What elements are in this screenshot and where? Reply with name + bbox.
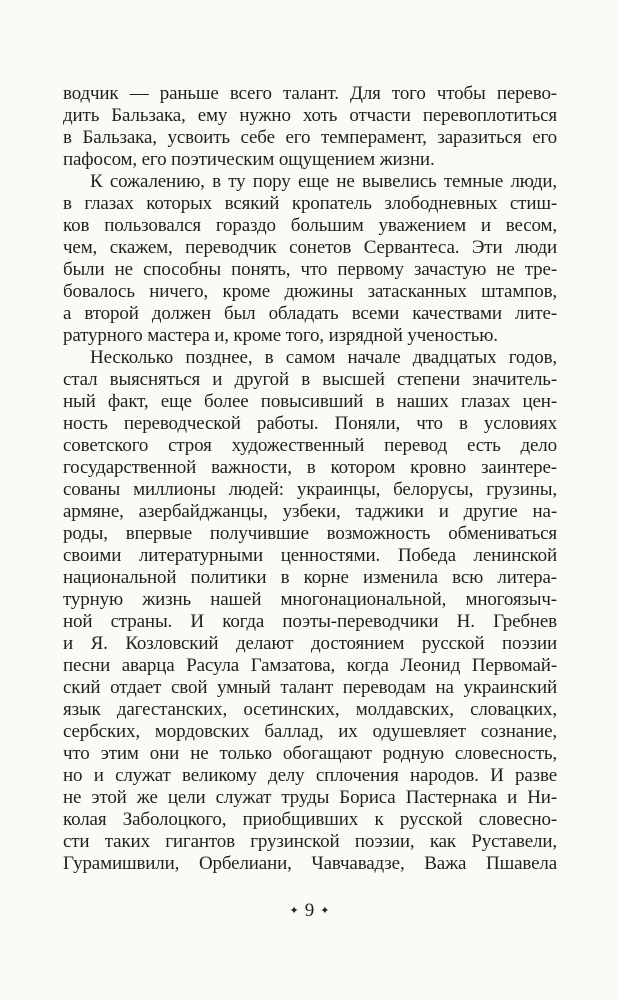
text-line: сти таких гигантов грузинской поэзии, как Руставели, — [63, 831, 557, 852]
text-line: К сожалению, в ту пору еще не вывелись темные люди, — [90, 171, 557, 192]
text-line: и Я. Козловский делают достоянием русской поэзии — [63, 633, 557, 654]
text-line: стал выясняться и другой в высшей степени значитель- — [63, 369, 557, 390]
text-line: песни аварца Расула Гамзатова, когда Леонид Первомай- — [63, 655, 557, 676]
text-line: бовалось ничего, кроме дюжины затасканных штампов, — [63, 281, 557, 302]
text-line: ский отдает свой умный талант переводам на украинский — [63, 677, 557, 698]
text-line: водчик — раньше всего талант. Для того чтобы перево- — [63, 83, 557, 104]
text-line: язык дагестанских, осетинских, молдавских, словацких, — [63, 699, 557, 720]
text-line: советского строя художественный перевод есть дело — [63, 435, 557, 456]
text-line: в глазах которых всякий кропатель злободневных стиш- — [63, 193, 557, 214]
text-line: Гурамишвили, Орбелиани, Чавчавадзе, Важа Пшавела — [63, 853, 557, 874]
page-number: 9 — [304, 900, 315, 921]
page-text — [63, 83, 557, 875]
paragraph — [63, 83, 557, 171]
text-line: а второй должен был обладать всеми качествами лите- — [63, 303, 557, 324]
page-footer — [0, 899, 619, 923]
text-line: Несколько позднее, в самом начале двадцатых годов, — [90, 347, 557, 368]
text-line: сованы миллионы людей: украинцы, белорусы, грузины, — [63, 479, 557, 500]
text-line: роды, впервые получившие возможность обмениваться — [63, 523, 557, 544]
text-line: пафосом, его поэтическим ощущением жизни. — [63, 149, 435, 170]
text-line: турную жизнь нашей многонациональной, многоязыч- — [63, 589, 557, 610]
text-line: национальной политики в корне изменила всю литера- — [63, 567, 557, 588]
text-line: армяне, азербайджанцы, узбеки, таджики и другие на- — [63, 501, 557, 522]
text-line: что этим они не только обогащают родную словесность, — [63, 743, 557, 764]
folio-ornament-left-icon: ✦ — [289, 904, 299, 917]
text-line: но и служат великому делу сплочения народов. И разве — [63, 765, 557, 786]
folio-ornament-right-icon: ✦ — [320, 904, 330, 917]
text-line: колая Заболоцкого, приобщивших к русской словесно- — [63, 809, 557, 830]
text-line: своими литературными ценностями. Победа ленинской — [63, 545, 557, 566]
text-line: ной страны. И когда поэты-переводчики Н. Гребнев — [63, 611, 557, 632]
text-line: государственной важности, в котором кровно заинтере- — [63, 457, 557, 478]
text-line: были не способны понять, что первому зачастую не тре- — [63, 259, 557, 280]
text-line: сербских, мордовских баллад, их одушевляет сознание, — [63, 721, 557, 742]
paragraph — [63, 171, 557, 347]
text-line: чем, скажем, переводчик сонетов Сервантеса. Эти люди — [63, 237, 557, 258]
text-line: не этой же цели служат труды Бориса Пастернака и Ни- — [63, 787, 557, 808]
paragraph — [63, 347, 557, 875]
text-line: ность переводческой работы. Поняли, что в условиях — [63, 413, 557, 434]
text-line: ратурного мастера и, кроме того, изрядной ученостью. — [63, 325, 498, 346]
text-line: ков пользовался гораздо большим уважением и весом, — [63, 215, 557, 236]
text-line: ный факт, еще более повысивший в наших глазах цен- — [63, 391, 557, 412]
text-line: в Бальзака, усвоить себе его темперамент, заразиться его — [63, 127, 557, 148]
text-line: дить Бальзака, ему нужно хоть отчасти перевоплотиться — [63, 105, 557, 126]
